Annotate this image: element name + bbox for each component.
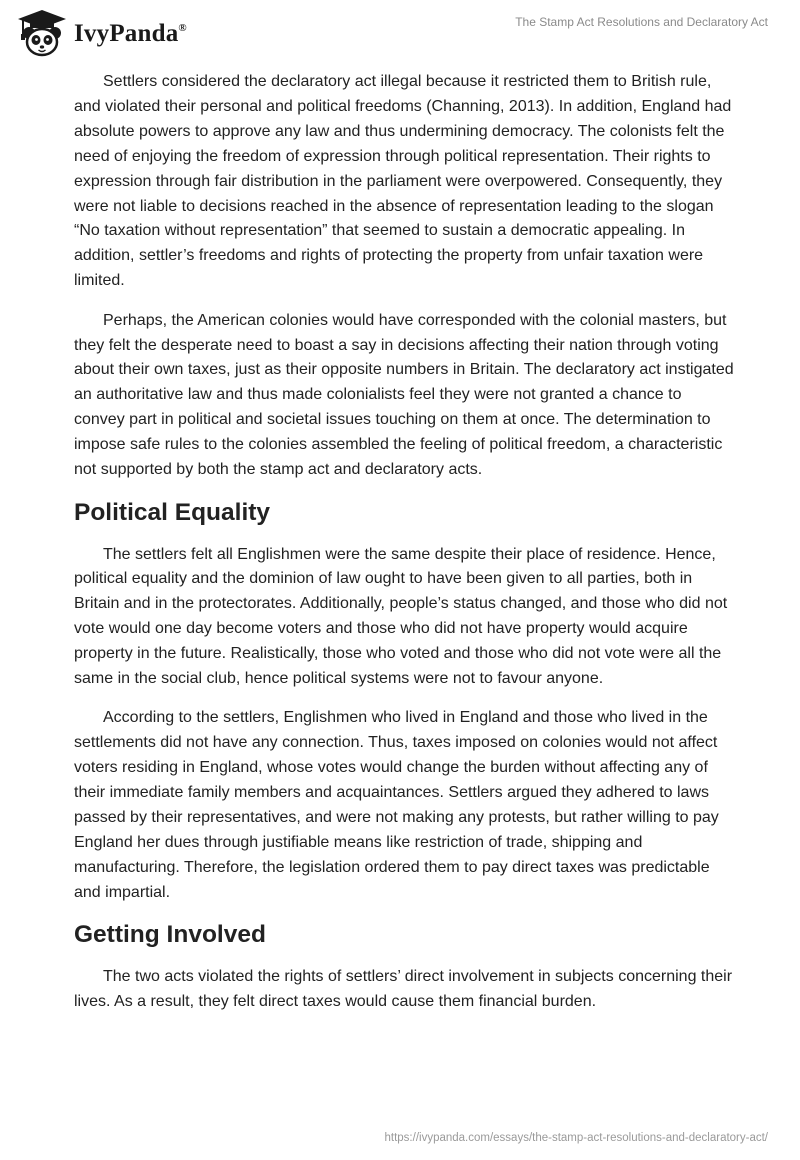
panda-graduate-icon	[14, 8, 70, 60]
brand-name: IvyPanda®	[74, 20, 187, 47]
document-title: The Stamp Act Resolutions and Declaratory Act	[515, 15, 768, 29]
heading-getting-involved: Getting Involved	[74, 921, 266, 949]
heading-political-equality: Political Equality	[74, 498, 271, 526]
ivypanda-logo[interactable]	[14, 8, 187, 60]
registered-mark: ®	[178, 22, 187, 34]
paragraph-3: The settlers felt all Englishmen were the same despite their place of residence. Hence, political equality and the dominion of law ought to have been given to all parties, both in Britain and in the protectorates. Additionally, people’s status changed, and those who did not vote would one day become voters and those who did not have property would acquire property in the future. Realistically, those who voted and those who did not vote were all the same in the social club, hence political systems were not to favour anyone.	[74, 545, 728, 688]
paragraph-2: Perhaps, the American colonies would have corresponded with the colonial masters, but they felt the desperate need to boast a say in decisions affecting their nation through voting about their own taxes, just as their opposite numbers in Britain. The declaratory act instigated an authoritative law and thus made colonialists feel they were not granted a chance to convey part in political and societal issues touching on them at once. The determination to impose safe rules to the colonies assembled the feeling of political freedom, a characteristic not supported by both the stamp act and declaratory acts.	[74, 311, 734, 479]
essay-body	[74, 70, 734, 1030]
paragraph-5: The two acts violated the rights of settlers’ direct involvement in subjects concerning their lives. As a result, they felt direct taxes would cause them financial burden.	[74, 968, 733, 1011]
page-header	[0, 0, 800, 70]
paragraph-1: Settlers considered the declaratory act illegal because it restricted them to British rule, and violated their personal and political freedoms (Channing, 2013). In addition, England had absolute powers to approve any law and thus undermining democracy. The colonists felt the need of enjoying the freedom of expression through political representation. Their rights to expression through fair distribution in the parliament were overpowered. Consequently, they were not liable to decisions reached in the absence of representation leading to the slogan “No taxation without representation” that seemed to sustain a democratic appealing. In addition, settler’s freedoms and rights of protecting the property from unfair taxation were limited.	[74, 73, 732, 290]
source-url[interactable]: https://ivypanda.com/essays/the-stamp-act-resolutions-and-declaratory-act/	[384, 1132, 768, 1144]
paragraph-4: According to the settlers, Englishmen who lived in England and those who lived in the settlements did not have any connection. Thus, taxes imposed on colonies would not affect voters residing in England, whose votes would change the burden without affecting any of their immediate family members and acquaintances. Settlers argued they adhered to laws passed by their representatives, and were not making any protests, but rather willing to pay England her dues through justifiable means like restriction of trade, shipping and manufacturing. Therefore, the legislation ordered them to pay direct taxes was predictable and impartial.	[74, 709, 719, 901]
